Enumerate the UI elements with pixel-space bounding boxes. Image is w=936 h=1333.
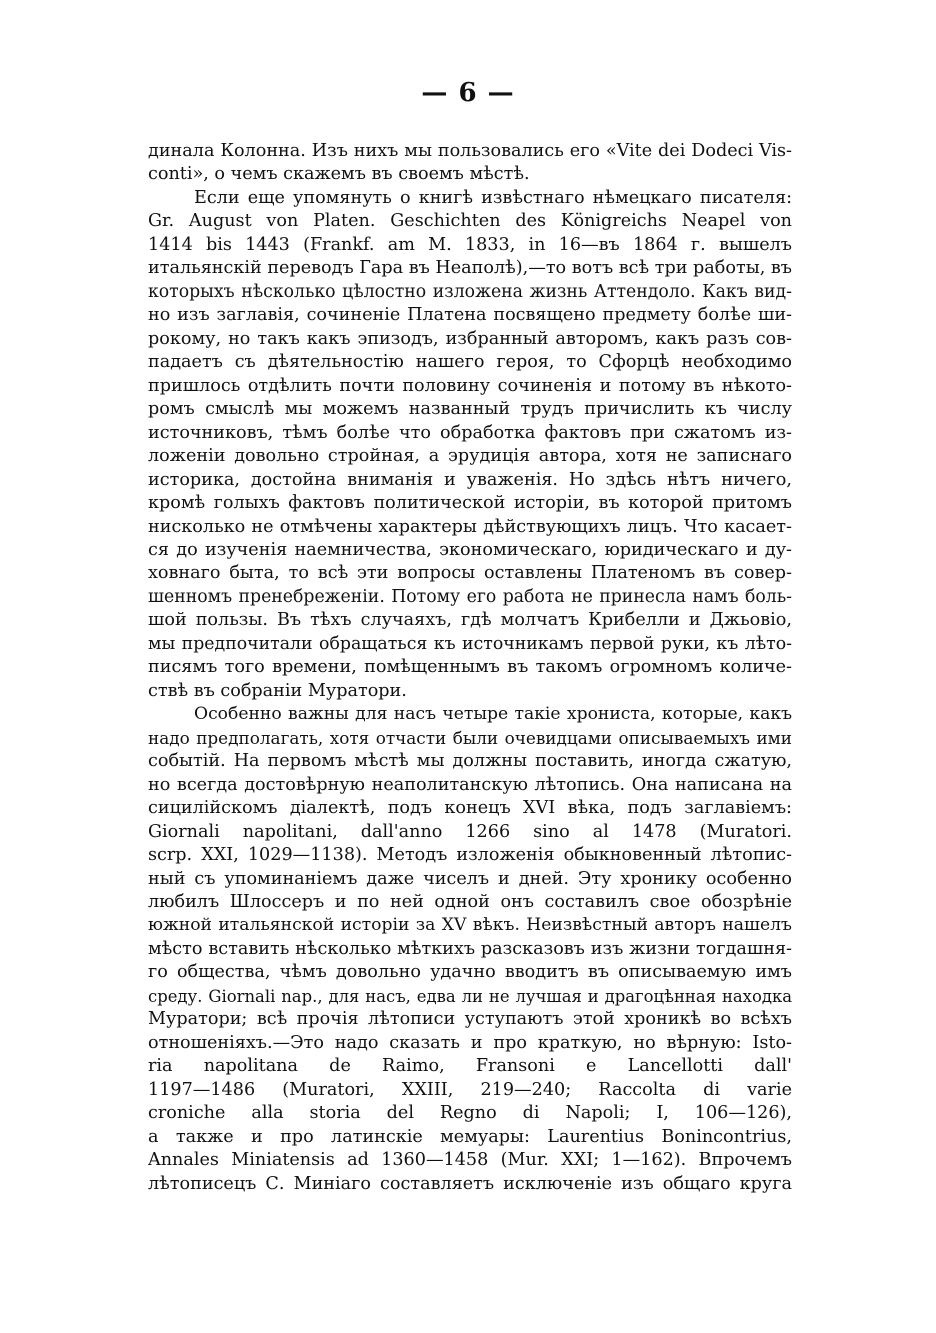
text-line: пришлось отдѣлить почти половину сочиненія и потому въ нѣкото- (148, 375, 792, 396)
text-line: событій. На первомъ мѣстѣ мы должны поставить, иногда сжатую, (148, 751, 792, 772)
text-line: scrp. XXI, 1029—1138). Методъ изложенія обыкновенный лѣтопис- (148, 845, 792, 866)
text-line: шой пользы. Въ тѣхъ случаяхъ, гдѣ молчатъ Крибелли и Джьовіо, (148, 610, 792, 631)
text-line: мѣсто вставить нѣсколько мѣткихъ разсказовъ изъ жизни тогдашня- (148, 938, 792, 959)
text-line: надо предполагать, хотя отчасти были очевидцами описываемыхъ ими (148, 727, 792, 748)
text-line: шенномъ пренебреженіи. Потому его работа не принесла намъ боль- (148, 586, 792, 607)
text-line: а также и про латинскіе мемуары: Laurentius Bonincontrius, (148, 1126, 792, 1147)
text-line: нисколько не отмѣчены характеры дѣйствующихъ лицъ. Что касает- (148, 516, 792, 537)
text-line: среду. Giornali nap., для насъ, едва ли не лучшая и драгоцѣнная находка (148, 986, 792, 1006)
text-line: итальянскій переводъ Гара въ Неаполѣ),—то вотъ всѣ три работы, въ (148, 258, 792, 279)
text-line: 1197—1486 (Muratori, XXIII, 219—240; Raccolta di varie (148, 1079, 792, 1100)
text-line: которыхъ нѣсколько цѣлостно изложена жизнь Аттендоло. Какъ вид- (148, 281, 792, 302)
text-line: ховнаго быта, то всѣ эти вопросы оставлены Платеномъ въ совер- (148, 563, 792, 584)
text-line: croniche alla storia del Regno di Napoli; I, 106—126), (148, 1103, 792, 1124)
text-line: Муратори; всѣ прочія лѣтописи уступаютъ этой хроникѣ во всѣхъ (148, 1009, 792, 1030)
text-line: писямъ того времени, помѣщеннымъ въ такомъ огромномъ количе- (148, 657, 792, 678)
text-line: Annales Miniatensis ad 1360—1458 (Mur. XXI; 1—162). Впрочемъ (148, 1150, 792, 1171)
text-line: динала Колонна. Изъ нихъ мы пользовались его «Vite dei Dodeci Vis- (148, 141, 792, 161)
text-line: историка, достойна вниманія и уваженія. Но здѣсь нѣтъ ничего, (148, 469, 792, 490)
text-line: отношеніяхъ.—Это надо сказать и про краткую, но вѣрную: Isto- (148, 1032, 792, 1053)
text-line: лѣтописецъ С. Миніаго составляетъ исключеніе изъ общаго круга (148, 1173, 792, 1194)
text-line: но изъ заглавія, сочиненіе Платена посвящено предмету болѣе ши- (148, 305, 792, 326)
text-line: рокому, но такъ какъ эпизодъ, избранный авторомъ, какъ разъ сов- (148, 328, 792, 349)
text-line: conti», о чемъ скажемъ въ своемъ мѣстѣ. (148, 164, 530, 185)
text-line: Gr. August von Platen. Geschichten des Königreichs Neapel von (148, 211, 792, 232)
text-line: ный съ упоминаніемъ даже чиселъ и дней. Эту хронику особенно (148, 868, 792, 889)
text-line: Особенно важны для насъ четыре такіе хрониста, которые, какъ (194, 704, 792, 725)
page-number: — 6 — (421, 78, 515, 108)
text-line: ствѣ въ собраніи Муратори. (148, 680, 407, 701)
text-line: сицилійскомъ діалектѣ, подъ конецъ XVI вѣка, подъ заглавіемъ: (148, 798, 792, 819)
text-line: ложеніи довольно стройная, а эрудиція автора, хотя не записнаго (148, 446, 792, 467)
body-text (148, 140, 792, 1196)
text-line: го общества, чѣмъ довольно удачно вводитъ въ описываемую имъ (148, 962, 792, 983)
text-line: источниковъ, тѣмъ болѣе что обработка фактовъ при сжатомъ из- (148, 422, 792, 443)
text-line: Если еще упомянуть о книгѣ извѣстнаго нѣмецкаго писателя: (194, 187, 792, 208)
text-line: ся до изученія наемничества, экономическаго, юридическаго и ду- (148, 539, 792, 560)
text-line: но всегда достовѣрную неаполитанскую лѣтопись. Она написана на (148, 774, 792, 795)
text-line: мы предпочитали обращаться къ источникамъ первой руки, къ лѣто- (148, 633, 792, 654)
text-line: южной итальянской исторіи за XV вѣкъ. Неизвѣстный авторъ нашелъ (148, 915, 792, 936)
text-line: падаетъ съ дѣятельностію нашего героя, то Сфорцѣ необходимо (148, 352, 792, 373)
text-line: Giornali napolitani, dall'anno 1266 sino al 1478 (Muratori. (148, 821, 792, 842)
text-line: ria napolitana de Raimo, Fransoni e Lancellotti dall' (148, 1056, 792, 1077)
text-line: кромѣ голыхъ фактовъ политической исторіи, въ которой притомъ (148, 493, 792, 514)
text-line: любилъ Шлоссеръ и по ней одной онъ составилъ свое обозрѣніе (148, 892, 792, 912)
text-line: ромъ смыслѣ мы можемъ названный трудъ причислить къ числу (148, 399, 792, 420)
text-line: 1414 bis 1443 (Frankf. am M. 1833, in 16—въ 1864 г. вышелъ (148, 234, 792, 255)
